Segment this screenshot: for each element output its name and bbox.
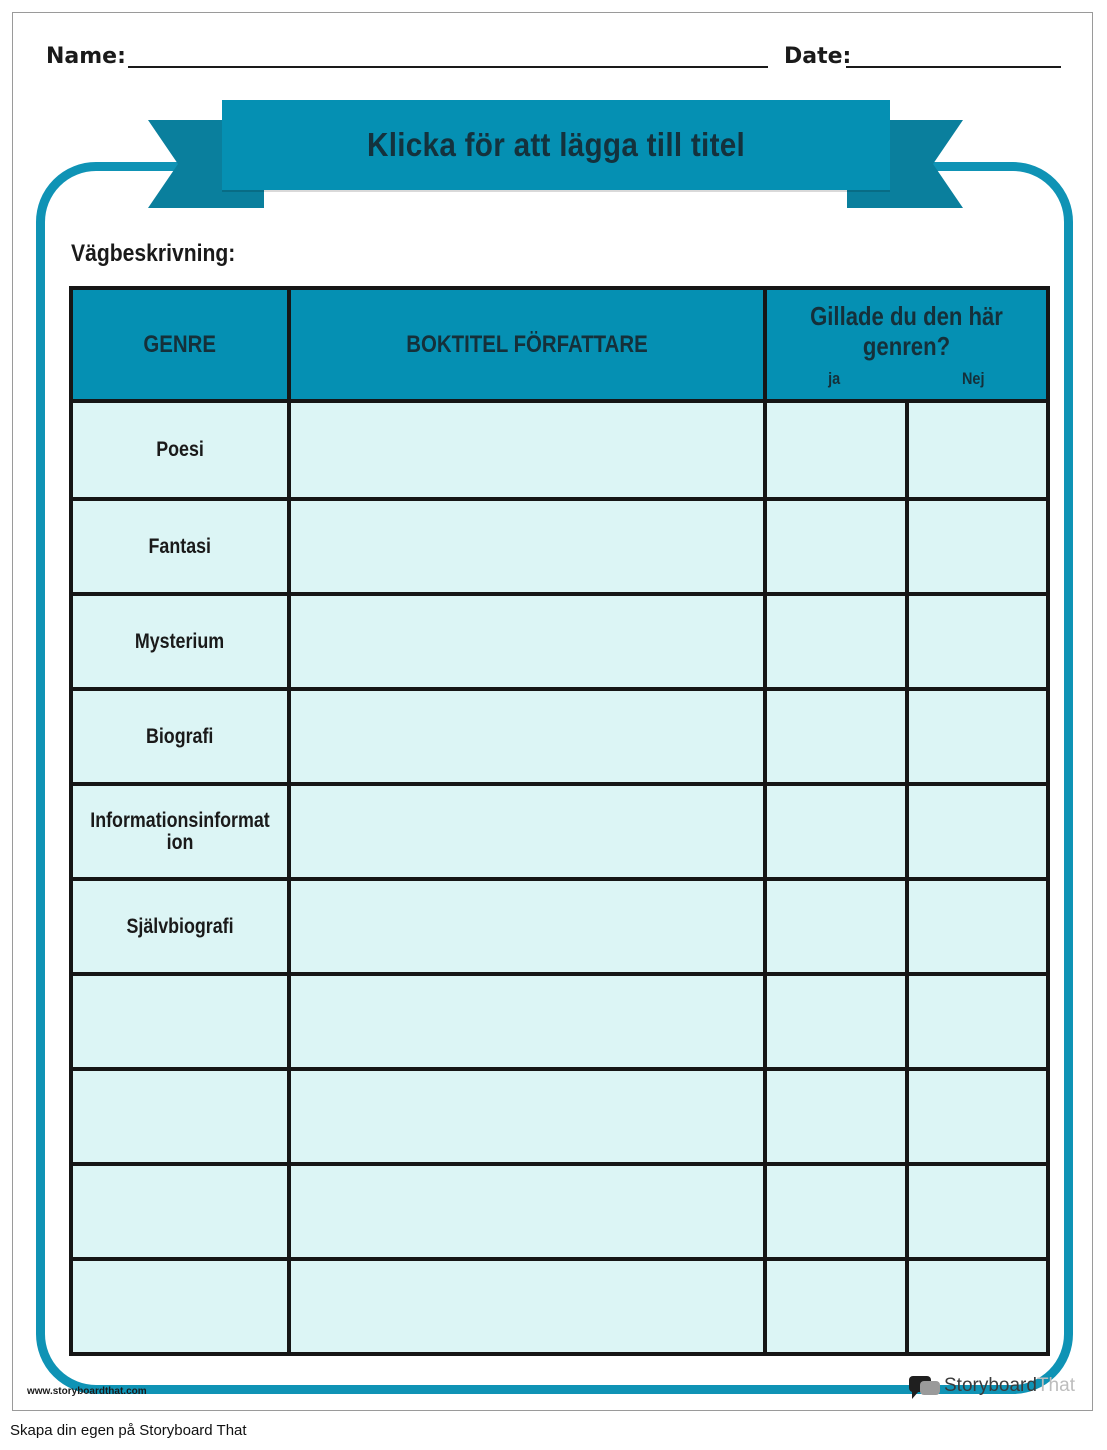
book-cell[interactable] — [289, 1259, 765, 1354]
no-cell[interactable] — [907, 1069, 1048, 1164]
worksheet-title[interactable]: Klicka för att lägga till titel — [366, 126, 746, 163]
logo-part-storyboard: Storyboard — [944, 1375, 1037, 1396]
genre-label: Poesi — [156, 438, 204, 461]
yes-cell[interactable] — [765, 879, 907, 974]
no-cell[interactable] — [907, 401, 1048, 499]
genre-label: Informationsinformation — [90, 808, 270, 854]
header-no-label: Nej — [961, 368, 985, 388]
header-yes-no — [767, 369, 1046, 389]
genre-cell[interactable] — [71, 784, 289, 879]
table-row — [71, 974, 1048, 1069]
no-cell[interactable] — [907, 1259, 1048, 1354]
yes-cell[interactable] — [765, 1164, 907, 1259]
no-cell[interactable] — [907, 879, 1048, 974]
header-yes-label: ja — [827, 368, 840, 388]
table-row — [71, 401, 1048, 499]
yes-cell[interactable] — [765, 594, 907, 689]
book-cell[interactable] — [289, 1069, 765, 1164]
table-row — [71, 594, 1048, 689]
table-row — [71, 689, 1048, 784]
logo-wordmark — [944, 1375, 1075, 1397]
genre-table — [69, 286, 1050, 1356]
storyboardthat-logo[interactable] — [908, 1373, 1083, 1401]
table-row — [71, 784, 1048, 879]
book-cell[interactable] — [289, 689, 765, 784]
header-book-label: BOKTITEL FÖRFATTARE — [406, 330, 648, 358]
header-book — [289, 288, 765, 401]
genre-cell[interactable] — [71, 1164, 289, 1259]
name-label: Name: — [46, 44, 126, 69]
no-cell[interactable] — [907, 689, 1048, 784]
yes-cell[interactable] — [765, 974, 907, 1069]
book-cell[interactable] — [289, 879, 765, 974]
no-cell[interactable] — [907, 974, 1048, 1069]
date-input-line[interactable] — [846, 66, 1061, 68]
yes-cell[interactable] — [765, 1259, 907, 1354]
no-cell[interactable] — [907, 594, 1048, 689]
header-question — [765, 288, 1048, 401]
yes-cell[interactable] — [765, 689, 907, 784]
yes-cell[interactable] — [765, 784, 907, 879]
header-genre — [71, 288, 289, 401]
genre-cell[interactable] — [71, 499, 289, 594]
no-cell[interactable] — [907, 499, 1048, 594]
genre-label: Självbiografi — [126, 914, 234, 938]
book-cell[interactable] — [289, 499, 765, 594]
genre-cell[interactable] — [71, 689, 289, 784]
genre-label: Mysterium — [135, 629, 225, 653]
directions-label: Vägbeskrivning: — [71, 240, 236, 267]
genre-label: Biografi — [146, 724, 214, 748]
name-input-line[interactable] — [128, 66, 768, 68]
no-cell[interactable] — [907, 784, 1048, 879]
title-banner[interactable] — [222, 100, 890, 190]
table-row — [71, 1164, 1048, 1259]
genre-cell[interactable] — [71, 1069, 289, 1164]
genre-cell[interactable] — [71, 594, 289, 689]
speech-bubble-icon — [908, 1375, 942, 1401]
table-row — [71, 1259, 1048, 1354]
name-date-row — [46, 44, 1062, 74]
header-genre-label: GENRE — [143, 330, 217, 358]
book-cell[interactable] — [289, 1164, 765, 1259]
table-row — [71, 499, 1048, 594]
genre-cell[interactable] — [71, 1259, 289, 1354]
book-cell[interactable] — [289, 974, 765, 1069]
no-cell[interactable] — [907, 1164, 1048, 1259]
table-row — [71, 879, 1048, 974]
book-cell[interactable] — [289, 594, 765, 689]
footer-caption: Skapa din egen på Storyboard That — [10, 1422, 247, 1439]
yes-cell[interactable] — [765, 401, 907, 499]
table-row — [71, 1069, 1048, 1164]
book-cell[interactable] — [289, 784, 765, 879]
yes-cell[interactable] — [765, 1069, 907, 1164]
date-label: Date: — [784, 44, 852, 69]
genre-cell[interactable] — [71, 401, 289, 499]
genre-label: Fantasi — [148, 534, 212, 558]
book-cell[interactable] — [289, 401, 765, 499]
genre-cell[interactable] — [71, 974, 289, 1069]
header-question-label: Gillade du den här genren? — [810, 300, 1003, 361]
genre-cell[interactable] — [71, 879, 289, 974]
footer-url[interactable]: www.storyboardthat.com — [27, 1386, 147, 1397]
yes-cell[interactable] — [765, 499, 907, 594]
logo-part-that: That — [1036, 1375, 1075, 1396]
